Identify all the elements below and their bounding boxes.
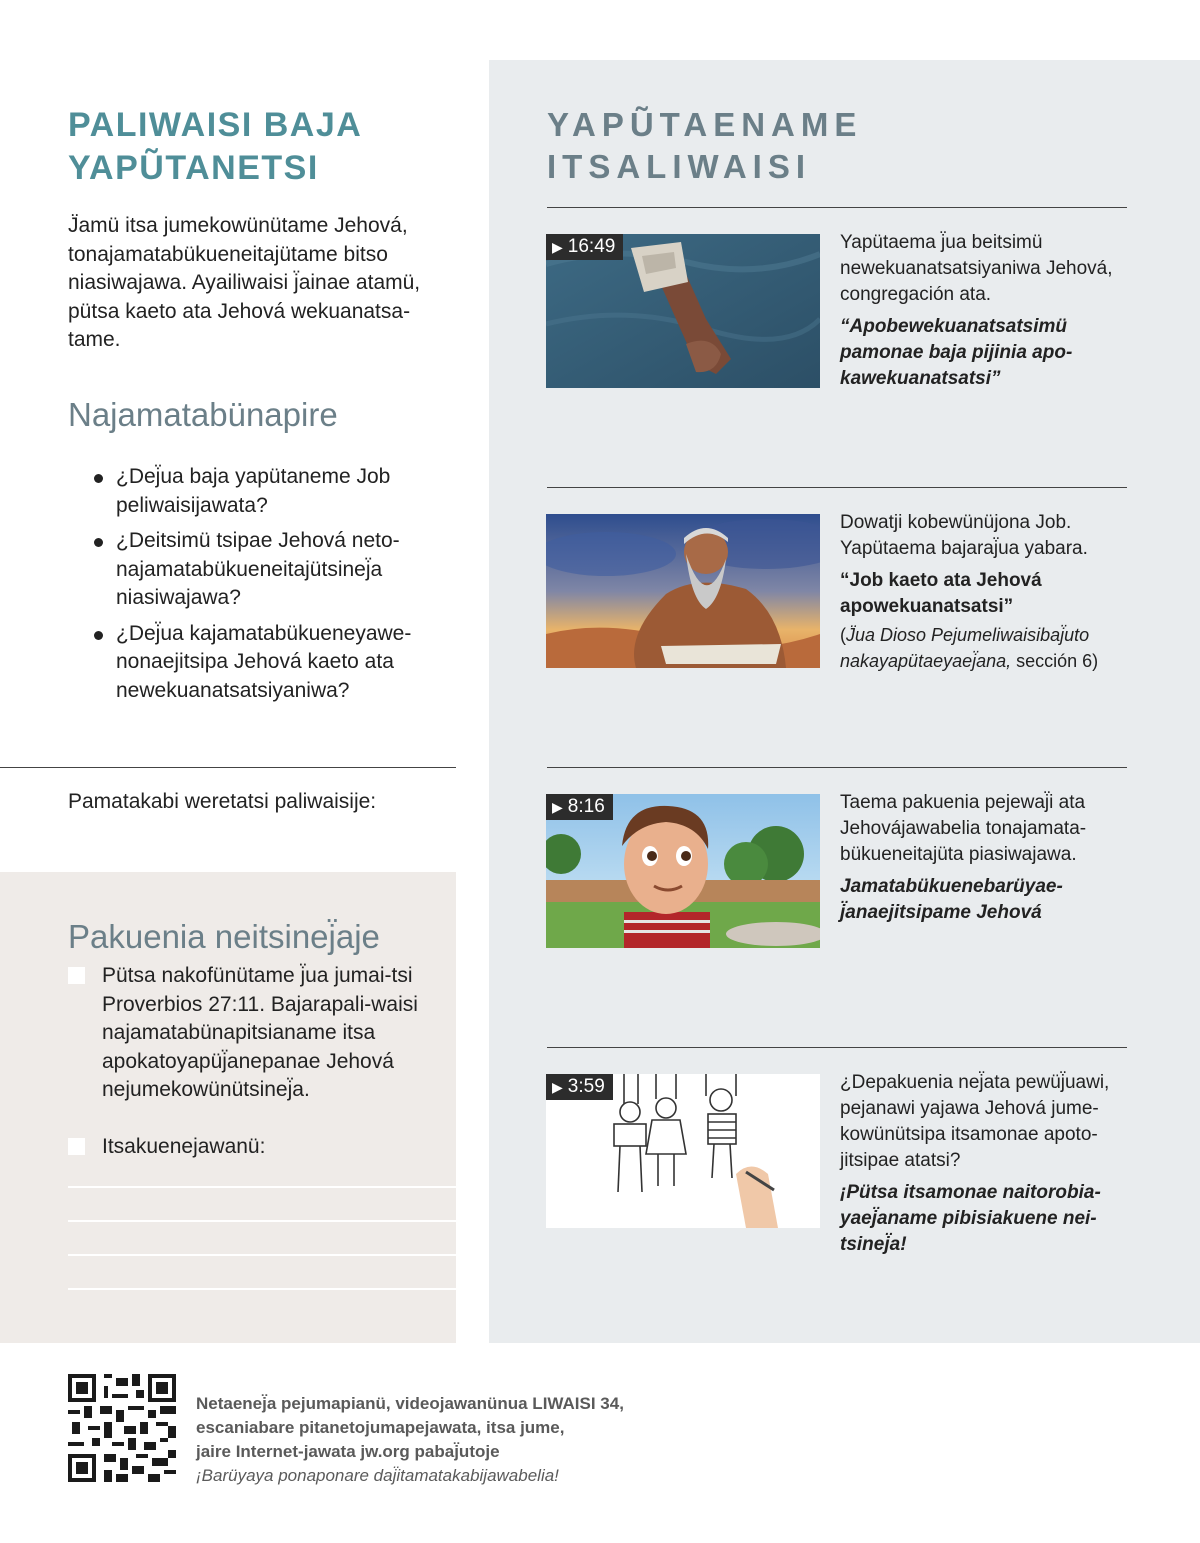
notes-label: Pamatakabi weretatsi paliwaisije: bbox=[68, 790, 377, 813]
lesson-title: PALIWAISI BAJA YAPŨTANETSI bbox=[68, 106, 362, 187]
divider bbox=[547, 767, 1127, 768]
challenge-heading: Pakuenia neitsinej̈aje bbox=[68, 917, 380, 955]
questions-list bbox=[92, 463, 442, 712]
bullet-icon bbox=[94, 538, 103, 547]
divider bbox=[0, 767, 456, 768]
play-icon: ▶ bbox=[552, 239, 563, 255]
duration-text: 16:49 bbox=[567, 236, 616, 257]
question-item bbox=[92, 620, 442, 706]
video-thumbnail[interactable] bbox=[546, 1074, 820, 1228]
challenge-item bbox=[68, 1133, 428, 1162]
question-text: ¿Dej̈ua baja yapütaneme Job peliwaisijawata? bbox=[116, 465, 391, 517]
duration-text: 8:16 bbox=[567, 796, 605, 817]
video-description bbox=[840, 230, 1130, 392]
divider bbox=[547, 1047, 1127, 1048]
challenge-item bbox=[68, 962, 428, 1105]
questions-heading: Najamatabünapire bbox=[68, 396, 338, 433]
video-link[interactable]: “Apobewekuanatsatsimü pamonae baja pijinia apo-kawekuanatsatsi” bbox=[840, 316, 1073, 389]
footer-note bbox=[196, 1392, 696, 1488]
book-reference bbox=[840, 622, 1130, 674]
checkbox[interactable] bbox=[68, 967, 85, 984]
writing-line[interactable] bbox=[68, 1186, 456, 1188]
writing-line[interactable] bbox=[68, 1220, 456, 1222]
footer-italic-line: ¡Barüyaya ponaponare daj̈itamatakabijawabelia! bbox=[196, 1466, 559, 1485]
divider bbox=[547, 487, 1127, 488]
video-description bbox=[840, 1070, 1130, 1258]
video-thumbnail[interactable] bbox=[546, 514, 820, 668]
footer-line: Netaenej̈a pejumapianü, videojawanünua LIWAISI 34, bbox=[196, 1394, 624, 1413]
duration-badge bbox=[546, 794, 613, 820]
bullet-icon bbox=[94, 474, 103, 483]
challenge-item-text: Pütsa nakofünütame j̈ua jumai-tsi Proverbios 27:11. Bajarapali-waisi najamatabünapitsianame itsa apokatoyapüj̈anepanae Jehová nejumekowünütsinej̈a. bbox=[102, 964, 418, 1101]
footer-line: jaire Internet-jawata jw.org pabaj̈utoje bbox=[196, 1442, 500, 1461]
intro-paragraph: J̈amü itsa jumekowünütame Jehová, tonajamatabükueneitajütame bitso niasiwajawa. Ayailiwaisi j̈ainae atamü, pütsa kaeto ata Jehová wekuanatsa-tame. bbox=[68, 214, 421, 351]
video-link[interactable]: ¡Pütsa itsamonae naitorobia-yaej̈aname pibisiakuene nei-tsinej̈a! bbox=[840, 1182, 1101, 1255]
divider bbox=[547, 207, 1127, 208]
video-thumbnail[interactable] bbox=[546, 794, 820, 948]
question-text: ¿Deitsimü tsipae Jehová neto-najamatabükueneitajütsinej̈a niasiwajawa? bbox=[116, 529, 400, 609]
writing-line[interactable] bbox=[68, 1254, 456, 1256]
duration-badge bbox=[546, 234, 623, 260]
footer-line: escaniabare pitanetojumapejawata, itsa jume, bbox=[196, 1418, 565, 1437]
video-text: Yapütaema j̈ua beitsimü newekuanatsatsiyaniwa Jehová, congregación ata. bbox=[840, 232, 1113, 305]
video-description bbox=[840, 790, 1130, 926]
video-text: ¿Depakuenia nej̈ata pewüj̈uawi, pejanawi yajawa Jehová jume-kowünütsipa itsamonae apoto-jitsipae atatsi? bbox=[840, 1072, 1110, 1171]
duration-text: 3:59 bbox=[567, 1076, 605, 1097]
video-link[interactable]: “Job kaeto ata Jehová apowekuanatsatsi” bbox=[840, 570, 1042, 617]
book-title: J̈ua Dioso Pejumeliwaisibaj̈uto nakayapütaeyaej̈ana, bbox=[840, 625, 1090, 671]
challenge-item-text: Itsakuenejawanü: bbox=[102, 1135, 266, 1158]
video-text: Taema pakuenia pejewaj̈i ata Jehovájawabelia tonajamata-bükueneitajüta piasiwajawa. bbox=[840, 792, 1087, 865]
qr-code-icon[interactable] bbox=[68, 1374, 176, 1482]
video-text: Dowatji kobewünüjona Job. Yapütaema bajaraj̈ua yabara. bbox=[840, 512, 1088, 559]
bullet-icon bbox=[94, 631, 103, 640]
videos-heading: YAPŨTAENAME ITSALIWAISI bbox=[547, 106, 863, 185]
question-item bbox=[92, 463, 442, 520]
video-description bbox=[840, 510, 1130, 674]
video-thumbnail[interactable] bbox=[546, 234, 820, 388]
writing-line[interactable] bbox=[68, 1288, 456, 1290]
ref-paren: ( bbox=[840, 625, 846, 645]
duration-badge bbox=[546, 1074, 613, 1100]
question-text: ¿Dej̈ua kajamatabükueneyawe-nonaejitsipa Jehová kaeto ata newekuanatsatsiyaniwa? bbox=[116, 621, 412, 702]
play-icon: ▶ bbox=[552, 799, 563, 815]
old-man-icon bbox=[546, 514, 820, 668]
video-link[interactable]: Jamatabükuenebarüyae-j̈anaejitsipame Jehová bbox=[840, 876, 1063, 923]
play-icon: ▶ bbox=[552, 1079, 563, 1095]
section-ref: sección 6) bbox=[1011, 651, 1099, 671]
question-item bbox=[92, 527, 442, 613]
checkbox[interactable] bbox=[68, 1138, 85, 1155]
